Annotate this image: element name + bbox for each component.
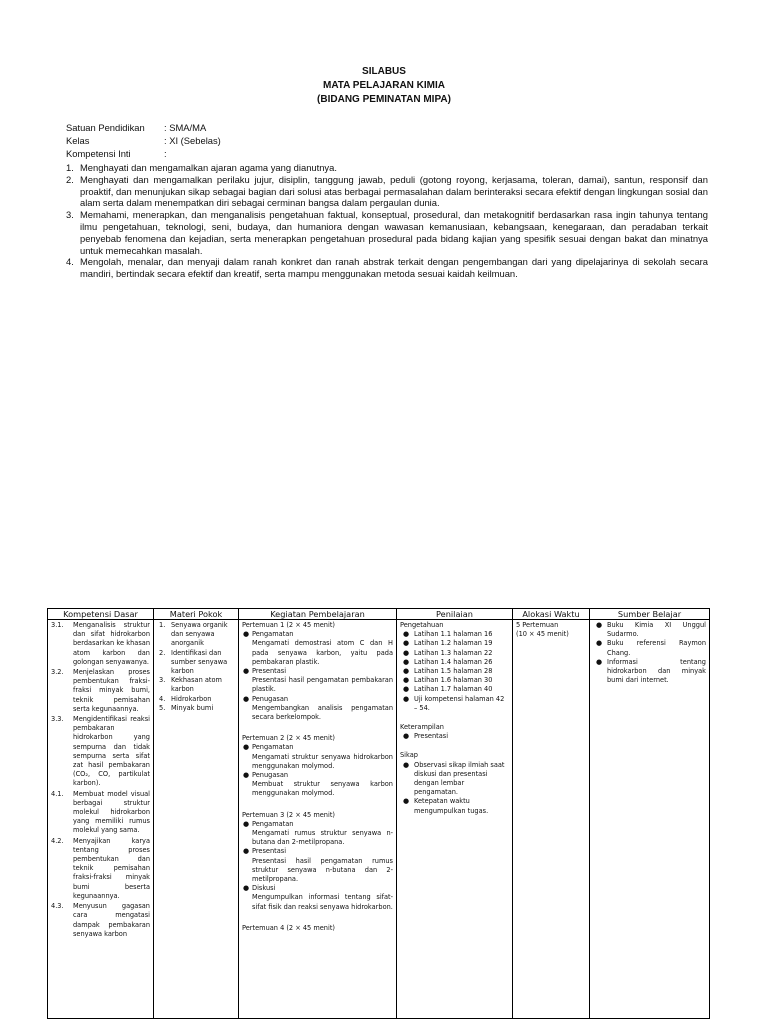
item-text: Uji kompetensi halaman 42 – 54.: [414, 694, 505, 712]
mp-text: Identifikasi dan sumber senyawa karbon: [171, 648, 228, 676]
bullet-icon: ●: [243, 819, 250, 828]
list-item: [400, 685, 509, 694]
satuan-value: : SMA/MA: [164, 122, 207, 133]
kompetensi-inti-list: [66, 162, 708, 280]
kelas-value: : XI (Sebelas): [164, 135, 221, 146]
mp-item: [157, 649, 235, 677]
kompetensi-inti-item: [66, 174, 708, 209]
activity-label: Pengamatan: [252, 819, 294, 828]
item-text: Mengolah, menalar, dan menyaji dalam ranah konkret dan ranah abstrak terkait dengan pengembangan dari yang dipelajarinya di sekolah secara mandiri, bertindak secara efektif dan kreatif, serta mampu menggunakan metoda sesuai kaidah keilmuan.: [80, 256, 708, 280]
kd-text: Mengidentifikasi reaksi pembakaran hidrokarbon yang sempurna dan tidak sempurna serta sifat zat hasil pembakaran (CO₂, CO, partikulat karbon).: [73, 715, 150, 788]
bullet-icon: ●: [596, 657, 603, 666]
activity-label: Pengamatan: [252, 630, 294, 639]
kd-text: Menganalisis struktur dan sifat hidrokarbon berdasarkan ke khasan atom karbon dan golongan senyawanya.: [73, 621, 150, 666]
ki-label: Kompetensi Inti: [66, 148, 131, 159]
kd-number: 4.3.: [51, 902, 64, 911]
list-item: [400, 732, 509, 741]
satuan-label: Satuan Pendidikan: [66, 122, 145, 133]
activity-item: [242, 630, 393, 639]
item-number: 1.: [66, 162, 74, 173]
activity-label: Presentasi: [252, 847, 287, 856]
activity-description: Presentasi hasil pengamatan pembakaran plastik.: [252, 676, 393, 694]
item-text: Latihan 1.1 halaman 16: [414, 630, 493, 639]
sikap-heading: Sikap: [400, 751, 418, 760]
mp-item: [157, 695, 235, 704]
activity-item: [242, 847, 393, 856]
list-item: [400, 658, 509, 667]
bullet-icon: ●: [403, 797, 410, 806]
list-item: [400, 761, 509, 798]
info-kompetensi-inti: [66, 148, 167, 160]
header-alokasi-waktu: Alokasi Waktu: [513, 609, 590, 620]
activity-description: Mengumpulkan informasi tentang sifat-sifat fisik dan reaksi senyawa hidrokarbon.: [252, 893, 393, 911]
header-sumber-belajar: Sumber Belajar: [590, 609, 710, 620]
kd-item: [51, 790, 150, 836]
item-text: Latihan 1.6 halaman 30: [414, 676, 493, 685]
bullet-icon: ●: [243, 743, 250, 752]
bullet-icon: ●: [403, 694, 410, 703]
bullet-icon: ●: [243, 847, 250, 856]
kd-number: 4.2.: [51, 836, 64, 845]
item-number: 4.: [66, 256, 74, 268]
pertemuan-heading: Pertemuan 1 (2 × 45 menit): [242, 621, 335, 629]
list-item: [400, 639, 509, 648]
mp-number: 3.: [159, 676, 166, 685]
mp-number: 4.: [159, 694, 166, 703]
ki-value: :: [164, 148, 167, 159]
kd-item: [51, 668, 150, 714]
kd-item: [51, 715, 150, 789]
list-item: [400, 695, 509, 713]
bullet-icon: ●: [243, 694, 250, 703]
table-row: [48, 620, 710, 1019]
header-penilaian: Penilaian: [397, 609, 513, 620]
kd-number: 3.1.: [51, 621, 64, 629]
item-text: Buku referensi Raymon Chang.: [607, 639, 706, 657]
bullet-icon: ●: [403, 639, 410, 648]
header-materi-pokok: Materi Pokok: [154, 609, 239, 620]
item-text: Memahami, menerapkan, dan menganalisis pengetahuan faktual, konseptual, prosedural, dan metakognitif berdasarkan rasa ingin tahunya tentang ilmu pengetahuan, teknologi, seni, budaya, dan humaniora dengan wawasan kemanusiaan, kebangsaan, kenegaraan, dan peradaban terkait penyebab fenomena dan kejadian, serta menerapkan pengetahuan prosedural pada bidang kajian yang spesifik sesuai dengan bakat dan minatnya untuk memecahkan masalah.: [80, 209, 708, 256]
list-item: [400, 649, 509, 658]
activity-item: [242, 695, 393, 704]
cell-materi-pokok: [154, 620, 239, 1019]
kd-item: [51, 902, 150, 939]
header-kompetensi-dasar: Kompetensi Dasar: [48, 609, 154, 620]
bullet-icon: ●: [243, 884, 250, 893]
table-header-row: [48, 609, 710, 620]
item-text: Menghayati dan mengamalkan perilaku jujur, disiplin, tanggung jawab, peduli (gotong royong, kerjasama, toleran, damai), santun, responsif dan proaktif, dan menunjukan sikap sebagai bagian dari solusi atas berbagai permasalahan dalam berinteraksi secara efektif dengan lingkungan sosial dan alam serta dalam menempatkan diri sebagai cerminan bangsa dalam pergaulan dunia.: [80, 173, 708, 209]
mp-number: 1.: [159, 621, 166, 629]
bullet-icon: ●: [403, 648, 410, 657]
kompetensi-inti-item: [66, 256, 708, 280]
bullet-icon: ●: [403, 685, 410, 694]
bullet-icon: ●: [243, 667, 250, 676]
list-item: [593, 621, 706, 639]
activity-item: [242, 667, 393, 676]
list-item: [593, 639, 706, 657]
item-number: 3.: [66, 209, 74, 221]
kompetensi-inti-item: [66, 209, 708, 256]
list-item: [593, 658, 706, 686]
list-item: [400, 797, 509, 815]
document-subtitle-bidang: (BIDANG PEMINATAN MIPA): [317, 94, 451, 105]
cell-kompetensi-dasar: [48, 620, 154, 1019]
kd-text: Membuat model visual berbagai struktur molekul hidrokarbon yang memiliki rumus molekul yang sama.: [73, 789, 150, 835]
item-text: Latihan 1.7 halaman 40: [414, 685, 493, 694]
kd-number: 4.1.: [51, 789, 64, 798]
item-text: Presentasi: [414, 732, 449, 741]
bullet-icon: ●: [403, 630, 410, 639]
document-subtitle: MATA PELAJARAN KIMIA: [322, 80, 446, 91]
bullet-icon: ●: [243, 630, 250, 639]
item-number: 2.: [66, 173, 74, 185]
info-satuan-pendidikan: [66, 122, 206, 134]
activity-description: Presentasi hasil pengamatan rumus struktur senyawa n-butana dan 2-metilpropana.: [252, 856, 393, 884]
activity-label: Penugasan: [252, 694, 289, 703]
activity-description: Mengamati rumus struktur senyawa n-butana dan 2-metilpropana.: [252, 829, 393, 847]
item-text: Buku Kimia XI Unggul Sudarmo.: [607, 621, 706, 639]
mp-item: [157, 704, 235, 713]
keterampilan-heading: Keterampilan: [400, 723, 444, 732]
pertemuan-heading: Pertemuan 3 (2 × 45 menit): [242, 810, 335, 819]
bullet-icon: ●: [403, 667, 410, 676]
list-item: [400, 667, 509, 676]
activity-item: [242, 884, 393, 893]
mp-item: [157, 621, 235, 649]
list-item: [400, 630, 509, 639]
alokasi-menit: (10 × 45 menit): [516, 630, 569, 639]
kd-text: Menyusun gagasan cara mengatasi dampak pembakaran senyawa karbon: [73, 902, 150, 938]
activity-description: Mengamati demostrasi atom C dan H pada senyawa karbon, yaitu pada pembakaran plastik.: [252, 639, 393, 666]
bullet-icon: ●: [596, 639, 603, 648]
bullet-icon: ●: [596, 621, 603, 629]
item-text: Observasi sikap ilmiah saat diskusi dan presentasi dengan lembar pengamatan.: [414, 760, 505, 797]
kompetensi-inti-item: [66, 162, 708, 174]
kelas-label: Kelas: [66, 135, 90, 146]
item-text: Latihan 1.3 halaman 22: [414, 648, 493, 657]
bullet-icon: ●: [403, 657, 410, 666]
mp-text: Kekhasan atom karbon: [171, 676, 222, 694]
info-kelas: [66, 135, 221, 147]
kd-item: [51, 837, 150, 901]
pertemuan-heading: Pertemuan 4 (2 × 45 menit): [242, 923, 335, 932]
cell-sumber-belajar: [590, 620, 710, 1019]
activity-item: [242, 771, 393, 780]
pertemuan-heading: Pertemuan 2 (2 × 45 menit): [242, 734, 335, 743]
mp-number: 2.: [159, 648, 166, 657]
bullet-icon: ●: [403, 732, 410, 741]
syllabus-table: [47, 608, 710, 1019]
cell-penilaian: [397, 620, 513, 1019]
alokasi-pertemuan: 5 Pertemuan: [516, 621, 559, 629]
pengetahuan-heading: Pengetahuan: [400, 621, 444, 629]
activity-description: Mengembangkan analisis pengamatan secara berkelompok.: [252, 703, 393, 722]
activity-description: Mengamati struktur senyawa hidrokarbon menggunakan molymod.: [252, 752, 393, 770]
item-text: Latihan 1.4 halaman 26: [414, 657, 493, 666]
mp-item: [157, 676, 235, 694]
bullet-icon: ●: [403, 760, 410, 769]
activity-label: Diskusi: [252, 884, 276, 893]
document-title: SILABUS: [362, 66, 406, 77]
bullet-icon: ●: [403, 676, 410, 685]
kd-number: 3.2.: [51, 668, 64, 677]
item-text: Informasi tentang hidrokarbon dan minyak bumi dari internet.: [607, 657, 706, 685]
mp-text: Senyawa organik dan senyawa anorganik: [171, 621, 228, 648]
cell-alokasi-waktu: [513, 620, 590, 1019]
activity-item: [242, 743, 393, 752]
activity-label: Presentasi: [252, 667, 287, 676]
kd-text: Menjelaskan proses pembentukan fraksi-fraksi minyak bumi, teknik pemisahan serta kegunaannya.: [73, 668, 150, 713]
mp-text: Hidrokarbon: [171, 694, 212, 703]
mp-number: 5.: [159, 703, 166, 712]
bullet-icon: ●: [243, 771, 250, 780]
kd-item: [51, 621, 150, 667]
item-text: Latihan 1.5 halaman 28: [414, 667, 493, 676]
list-item: [400, 676, 509, 685]
activity-label: Penugasan: [252, 771, 289, 780]
mp-text: Minyak bumi: [171, 703, 214, 712]
item-text: Ketepatan waktu mengumpulkan tugas.: [414, 797, 489, 815]
item-text: Latihan 1.2 halaman 19: [414, 639, 493, 648]
kd-number: 3.3.: [51, 715, 64, 724]
activity-item: [242, 820, 393, 829]
header-kegiatan-pembelajaran: Kegiatan Pembelajaran: [239, 609, 397, 620]
kd-text: Menyajikan karya tentang proses pembentukan dan teknik pemisahan fraksi-fraksi minyak bumi beserta kegunaannya.: [73, 836, 150, 900]
activity-description: Membuat struktur senyawa karbon menggunakan molymod.: [252, 780, 393, 798]
cell-kegiatan-pembelajaran: [239, 620, 397, 1019]
activity-label: Pengamatan: [252, 743, 294, 752]
item-text: Menghayati dan mengamalkan ajaran agama yang dianutnya.: [80, 162, 337, 173]
